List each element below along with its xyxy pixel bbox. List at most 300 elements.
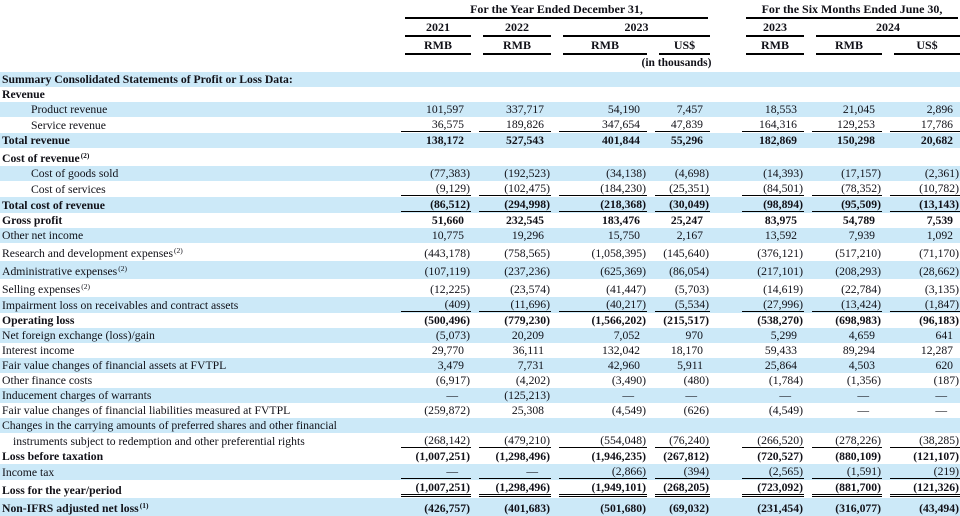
value-cell — [393, 102, 471, 117]
units-note: (in thousands) — [641, 57, 712, 69]
value-text: (34,138) — [606, 167, 646, 180]
value-text: (401,683) — [504, 502, 550, 515]
footnote-ref: (2) — [81, 282, 90, 291]
value-text: (2,866) — [559, 465, 647, 479]
value-text: 83,975 — [764, 214, 797, 227]
value-cell — [471, 297, 551, 313]
value-text: (76,240) — [655, 434, 710, 448]
value-text: (881,700) — [812, 481, 882, 497]
value-cell — [647, 102, 710, 117]
value-text: 4,503 — [848, 359, 875, 372]
value-cell — [393, 373, 471, 388]
value-text: (25,351) — [655, 182, 710, 196]
value-cell — [882, 243, 960, 261]
value-text: (1,591) — [812, 465, 882, 479]
value-cell — [551, 213, 647, 228]
table-row — [0, 181, 960, 197]
column-group-six-months — [734, 0, 960, 20]
value-cell — [471, 464, 551, 480]
value-cell — [551, 328, 647, 343]
value-text: (4,549) — [611, 404, 646, 417]
value-cell — [393, 343, 471, 358]
row-label-text: Inducement charges of warrants — [2, 389, 152, 402]
value-text: (538,270) — [757, 314, 803, 327]
row-label-text: Fair value changes of financial liabilities measured at FVTPL — [2, 404, 291, 417]
value-text: (215,517) — [663, 314, 709, 327]
row-label — [0, 279, 393, 297]
value-cell — [882, 464, 960, 480]
value-text: 51,660 — [431, 214, 464, 227]
value-cell — [471, 433, 551, 449]
row-label — [0, 480, 393, 498]
value-cell — [804, 243, 882, 261]
value-cell — [734, 343, 804, 358]
value-text: 89,294 — [842, 344, 875, 357]
value-text: (9,129) — [401, 182, 471, 196]
value-cell — [551, 166, 647, 181]
value-text: (145,640) — [663, 247, 709, 260]
value-cell — [471, 449, 551, 464]
value-cell — [551, 102, 647, 117]
column-gap — [710, 373, 734, 388]
value-text: (517,210) — [835, 247, 881, 260]
row-label — [0, 403, 393, 418]
column-gap — [710, 433, 734, 449]
value-text: 970 — [685, 329, 703, 342]
value-cell — [882, 480, 960, 498]
value-cell — [734, 373, 804, 388]
value-cell — [471, 243, 551, 261]
currency-header: RMB — [551, 38, 647, 56]
value-cell — [471, 388, 551, 403]
value-cell — [647, 373, 710, 388]
value-text: 7,539 — [926, 214, 953, 227]
value-cell — [804, 433, 882, 449]
value-cell — [393, 313, 471, 328]
value-text: 18,553 — [764, 103, 797, 116]
row-label-text: Administrative expenses — [2, 265, 118, 278]
value-text: (5,534) — [655, 298, 710, 312]
value-cell — [393, 403, 471, 418]
value-text: 337,717 — [506, 103, 544, 116]
value-cell — [882, 166, 960, 181]
value-cell — [804, 213, 882, 228]
column-gap — [710, 102, 734, 117]
column-gap — [710, 0, 734, 20]
value-text: (208,293) — [835, 265, 881, 278]
group-header-text: For the Year Ended December 31, — [405, 3, 708, 19]
table-row — [0, 228, 960, 243]
value-cell — [647, 358, 710, 373]
row-label-text: instruments subject to redemption and other preferential rights — [13, 435, 305, 448]
value-text: (720,527) — [757, 450, 803, 463]
value-cell — [647, 449, 710, 464]
value-text: — — [401, 465, 471, 479]
value-text: (1,847) — [890, 298, 960, 312]
value-text: 25,247 — [670, 214, 703, 227]
value-text: 13,592 — [764, 229, 797, 242]
value-text: 138,172 — [426, 134, 464, 147]
value-cell — [551, 228, 647, 243]
column-gap — [710, 261, 734, 279]
value-text: (268,142) — [401, 434, 471, 448]
value-cell — [393, 358, 471, 373]
value-text: (187) — [933, 374, 959, 387]
value-cell — [471, 403, 551, 418]
value-cell — [471, 213, 551, 228]
row-label-text: Income tax — [2, 466, 55, 479]
value-cell — [471, 328, 551, 343]
value-text: (2,361) — [924, 167, 959, 180]
value-cell — [882, 343, 960, 358]
value-cell — [393, 117, 471, 133]
table-row — [0, 133, 960, 148]
value-text: (121,326) — [890, 481, 960, 497]
column-gap — [710, 358, 734, 373]
value-cell — [804, 117, 882, 133]
value-text: (30,049) — [655, 198, 710, 212]
value-cell — [551, 480, 647, 498]
table-row — [0, 433, 960, 449]
group-header-row — [0, 0, 960, 20]
value-cell — [551, 498, 647, 516]
value-cell — [647, 328, 710, 343]
value-text: 3,479 — [437, 359, 464, 372]
value-text: 15,750 — [607, 229, 640, 242]
table-row — [0, 117, 960, 133]
value-text: (268,205) — [655, 481, 710, 497]
value-text: (17,157) — [841, 167, 881, 180]
value-cell — [734, 197, 804, 213]
value-cell — [882, 388, 960, 403]
row-label — [0, 228, 393, 243]
row-label — [0, 72, 960, 87]
value-cell — [393, 433, 471, 449]
value-text: (3,490) — [611, 374, 646, 387]
value-text: (278,226) — [812, 434, 882, 448]
row-label — [0, 117, 393, 133]
value-text: (5,073) — [435, 329, 470, 342]
row-label-text: Research and development expenses — [2, 247, 174, 260]
value-cell — [393, 480, 471, 498]
value-cell — [393, 279, 471, 297]
value-text: 164,316 — [742, 118, 804, 132]
row-label-text: Non-IFRS adjusted net loss — [2, 502, 139, 515]
value-cell — [882, 498, 960, 516]
row-label-text: Other net income — [2, 229, 84, 242]
row-label-text: Gross profit — [2, 214, 63, 227]
row-label — [0, 197, 393, 213]
value-text: (95,509) — [812, 198, 882, 212]
column-gap — [710, 243, 734, 261]
row-label-text: Total revenue — [2, 134, 70, 147]
value-text: (38,285) — [890, 434, 960, 448]
value-cell — [804, 261, 882, 279]
table-row — [0, 213, 960, 228]
table-row — [0, 197, 960, 213]
row-label-text: Impairment loss on receivables and contract assets — [2, 299, 239, 312]
row-label-text: Loss before taxation — [2, 450, 104, 463]
value-cell — [647, 213, 710, 228]
value-text: 4,659 — [848, 329, 875, 342]
value-text: 25,308 — [511, 404, 544, 417]
value-text: 7,731 — [517, 359, 544, 372]
value-cell — [734, 181, 804, 197]
value-cell — [393, 328, 471, 343]
row-label — [0, 418, 960, 433]
table-row — [0, 313, 960, 328]
currency-header-row — [0, 38, 960, 56]
value-text: (426,757) — [424, 502, 470, 515]
value-cell — [882, 433, 960, 449]
value-cell — [393, 464, 471, 480]
value-cell — [734, 279, 804, 297]
value-cell — [647, 197, 710, 213]
value-text: 10,775 — [431, 229, 464, 242]
table-body — [0, 72, 960, 516]
value-cell — [734, 102, 804, 117]
value-text: 36,575 — [401, 118, 471, 132]
value-text: 29,770 — [431, 344, 464, 357]
value-cell — [882, 213, 960, 228]
row-label-text: Total cost of revenue — [2, 199, 105, 212]
value-text: 641 — [935, 329, 953, 342]
column-gap — [710, 328, 734, 343]
row-label — [0, 213, 393, 228]
year-header-row — [0, 20, 960, 38]
row-label-text: Cost of revenue — [2, 152, 80, 165]
row-label — [0, 148, 960, 166]
value-text: 47,839 — [655, 118, 710, 132]
row-label-text: Other finance costs — [2, 374, 93, 387]
value-cell — [551, 449, 647, 464]
value-text: (86,054) — [669, 265, 709, 278]
row-label — [0, 373, 393, 388]
value-text: — — [935, 389, 947, 402]
group-header-text: For the Six Months Ended June 30, — [746, 3, 958, 19]
value-cell — [551, 181, 647, 197]
value-text: (779,230) — [504, 314, 550, 327]
value-text: (554,048) — [559, 434, 647, 448]
table-row — [0, 358, 960, 373]
currency-header: US$ — [647, 38, 710, 56]
value-cell — [471, 102, 551, 117]
column-gap — [710, 498, 734, 516]
value-cell — [551, 343, 647, 358]
value-text: 7,939 — [848, 229, 875, 242]
value-text: (1,007,251) — [415, 450, 470, 463]
value-cell — [804, 102, 882, 117]
value-text: (71,170) — [919, 247, 959, 260]
value-text: 401,844 — [602, 134, 640, 147]
value-text: (102,475) — [479, 182, 551, 196]
value-cell — [804, 181, 882, 197]
table-row — [0, 243, 960, 261]
row-label — [0, 243, 393, 261]
value-cell — [882, 261, 960, 279]
column-group-fiscal-year — [393, 0, 710, 20]
row-label — [0, 433, 393, 449]
value-cell — [734, 313, 804, 328]
value-cell — [393, 498, 471, 516]
value-text: (23,574) — [510, 283, 550, 296]
value-cell — [804, 403, 882, 418]
value-cell — [734, 166, 804, 181]
value-cell — [471, 498, 551, 516]
row-label — [0, 181, 393, 197]
value-cell — [393, 166, 471, 181]
value-cell — [734, 498, 804, 516]
column-header-2023-fy: 2023 — [551, 20, 710, 38]
column-gap — [710, 449, 734, 464]
value-text: 150,298 — [837, 134, 875, 147]
value-text: (27,996) — [742, 298, 804, 312]
value-cell — [471, 480, 551, 498]
value-cell — [647, 297, 710, 313]
table-row — [0, 403, 960, 418]
footnote-ref: (2) — [174, 246, 183, 255]
value-cell — [647, 243, 710, 261]
value-text: (394) — [655, 465, 710, 479]
row-label-text: Selling expenses — [2, 283, 81, 296]
column-gap — [710, 213, 734, 228]
value-text: (184,230) — [559, 182, 647, 196]
row-label-text: Operating loss — [2, 314, 75, 327]
value-text: 5,911 — [677, 359, 703, 372]
value-cell — [647, 433, 710, 449]
value-cell — [551, 388, 647, 403]
value-cell — [393, 261, 471, 279]
column-gap — [710, 279, 734, 297]
value-text: 182,869 — [759, 134, 797, 147]
value-text: (98,894) — [742, 198, 804, 212]
value-text: (14,393) — [763, 167, 803, 180]
value-cell — [647, 464, 710, 480]
column-gap — [710, 403, 734, 418]
value-cell — [471, 373, 551, 388]
value-text: 101,597 — [426, 103, 464, 116]
column-gap — [710, 197, 734, 213]
row-label-text: Cost of goods sold — [31, 167, 119, 180]
value-text: 12,287 — [920, 344, 953, 357]
value-text: (96,183) — [919, 314, 959, 327]
value-cell — [393, 228, 471, 243]
value-text: 36,111 — [512, 344, 544, 357]
value-cell — [647, 388, 710, 403]
header-label-spacer — [0, 20, 393, 38]
table-row — [0, 148, 960, 166]
value-text: — — [779, 389, 791, 402]
value-text: (1,946,235) — [591, 450, 646, 463]
value-text: 59,433 — [764, 344, 797, 357]
column-gap — [710, 133, 734, 148]
value-text: 1,092 — [926, 229, 953, 242]
row-label — [0, 358, 393, 373]
table-row — [0, 464, 960, 480]
value-text: (218,368) — [559, 198, 647, 212]
footnote-ref: (2) — [80, 151, 90, 160]
row-label — [0, 166, 393, 181]
row-label-text: Loss for the year/period — [2, 484, 122, 497]
currency-header: RMB — [734, 38, 804, 56]
value-cell — [734, 464, 804, 480]
value-cell — [393, 388, 471, 403]
value-cell — [647, 480, 710, 498]
row-label-text: Product revenue — [31, 103, 108, 116]
value-text: 25,864 — [764, 359, 797, 372]
currency-header: US$ — [882, 38, 960, 56]
column-gap — [710, 228, 734, 243]
value-text: (626) — [683, 404, 709, 417]
value-cell — [734, 433, 804, 449]
value-cell — [647, 166, 710, 181]
value-text: (4,549) — [768, 404, 803, 417]
value-cell — [393, 297, 471, 313]
value-text: (121,107) — [913, 450, 959, 463]
value-cell — [804, 328, 882, 343]
row-label — [0, 87, 960, 102]
value-text: 7,457 — [676, 103, 703, 116]
column-gap — [710, 313, 734, 328]
value-cell — [804, 197, 882, 213]
value-cell — [734, 261, 804, 279]
value-cell — [647, 181, 710, 197]
value-text: 189,826 — [479, 118, 551, 132]
value-cell — [647, 313, 710, 328]
value-text: (758,565) — [504, 247, 550, 260]
value-cell — [393, 133, 471, 148]
value-cell — [804, 313, 882, 328]
value-text: — — [857, 404, 869, 417]
value-text: 54,190 — [607, 103, 640, 116]
value-cell — [804, 297, 882, 313]
value-text: (1,298,496) — [495, 450, 550, 463]
value-cell — [882, 358, 960, 373]
column-gap — [710, 480, 734, 498]
row-label — [0, 449, 393, 464]
value-cell — [471, 117, 551, 133]
table-row — [0, 498, 960, 516]
value-text: 20,209 — [511, 329, 544, 342]
value-cell — [393, 213, 471, 228]
column-gap — [710, 464, 734, 480]
value-text: (723,092) — [742, 481, 804, 497]
value-text: (1,566,202) — [591, 314, 646, 327]
value-cell — [734, 328, 804, 343]
value-cell — [647, 117, 710, 133]
column-gap — [710, 181, 734, 197]
row-label-text: Summary Consolidated Statements of Profit or Loss Data: — [2, 73, 293, 86]
value-text: 19,296 — [511, 229, 544, 242]
value-cell — [734, 243, 804, 261]
value-cell — [471, 228, 551, 243]
column-header-2023-6m: 2023 — [734, 20, 804, 38]
value-text: (6,917) — [435, 374, 470, 387]
table-row — [0, 373, 960, 388]
table-row — [0, 418, 960, 433]
value-cell — [882, 228, 960, 243]
value-text: (22,784) — [841, 283, 881, 296]
column-gap — [710, 20, 734, 38]
row-label — [0, 328, 393, 343]
value-cell — [882, 181, 960, 197]
table-row — [0, 279, 960, 297]
value-text: (2,565) — [742, 465, 804, 479]
value-cell — [804, 279, 882, 297]
value-cell — [804, 464, 882, 480]
value-text: 20,682 — [920, 134, 953, 147]
value-cell — [551, 403, 647, 418]
